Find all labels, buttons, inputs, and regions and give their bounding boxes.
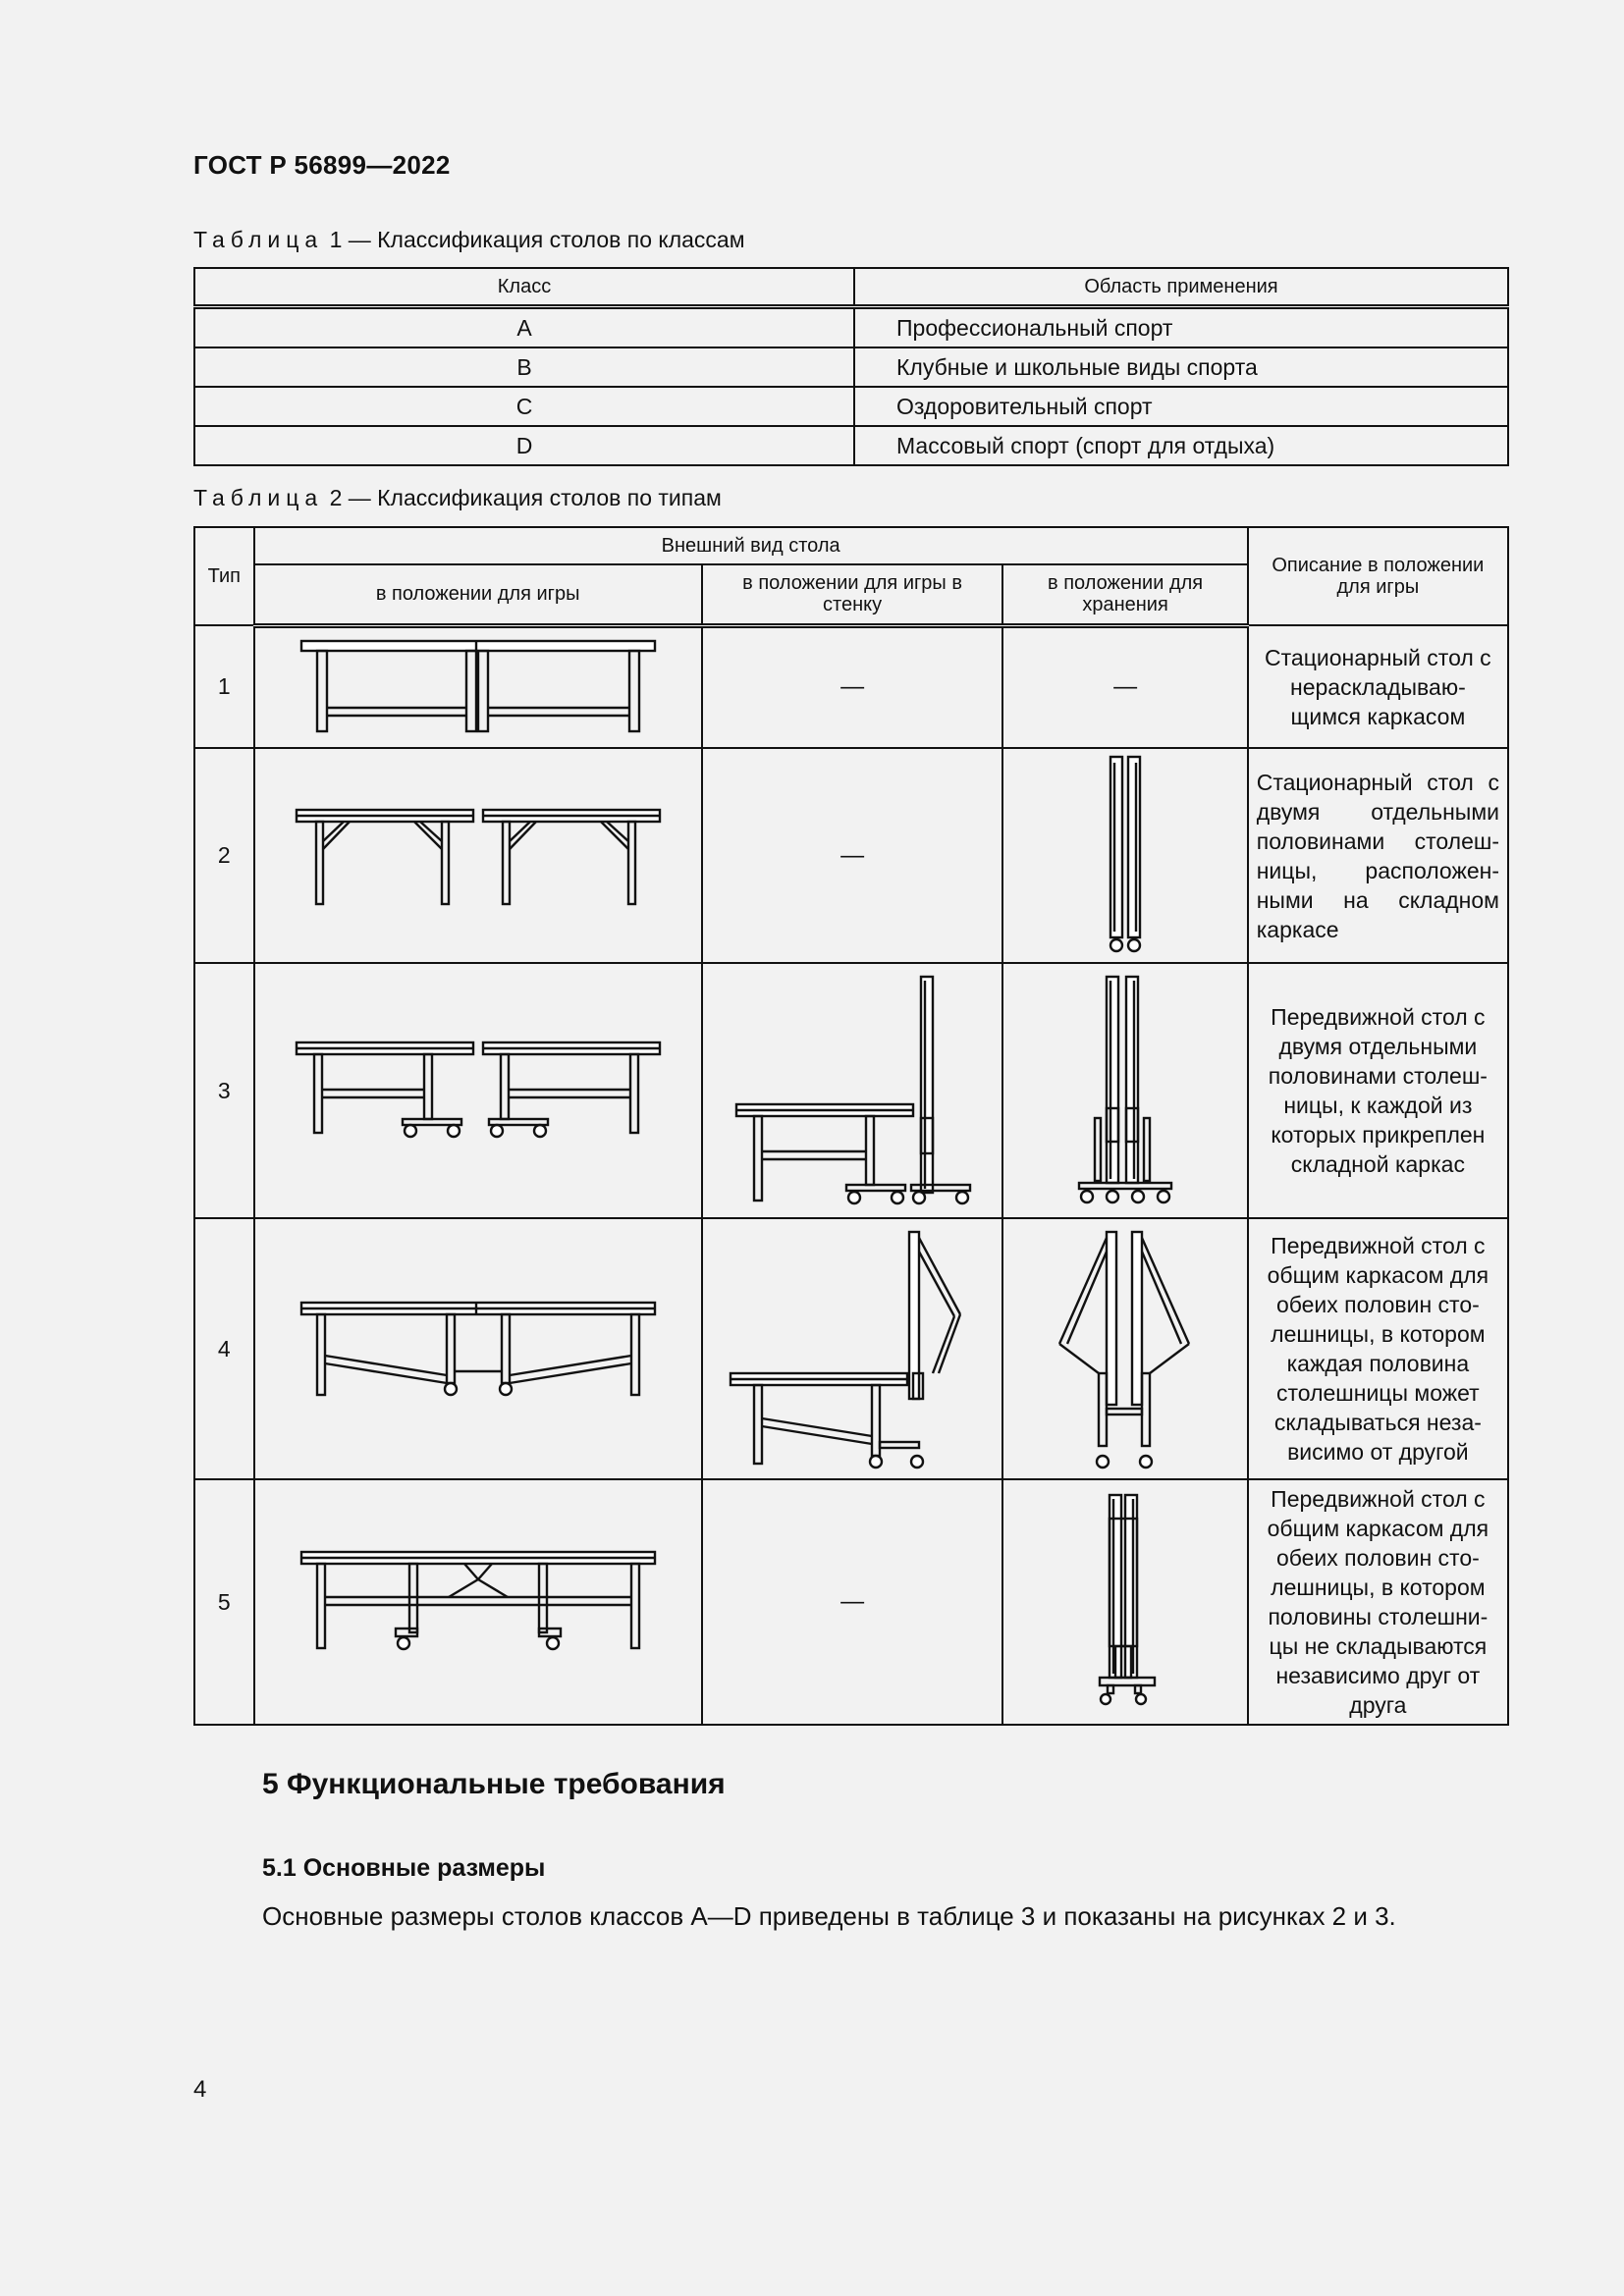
- column-header-area: Область применения: [854, 268, 1508, 307]
- table-type4-storage-icon: [1042, 1226, 1209, 1471]
- type5-play-figure: [254, 1479, 702, 1725]
- column-header-play: в положении для игры: [254, 564, 702, 625]
- table-type1-play-icon: [292, 633, 665, 741]
- table1-caption: [193, 227, 745, 253]
- table-row: [194, 387, 1508, 426]
- body-paragraph: Основные размеры столов классов A—D приведены в таблице 3 и показаны на рисунках 2 и 3.: [262, 1901, 1396, 1931]
- class-cell: D: [194, 426, 854, 465]
- type-description: Передвижной стол с двумя отдельными половинами столеш-ницы, к каждой из которых прикреплен складной каркас: [1248, 963, 1508, 1218]
- area-cell: Массовый спорт (спорт для отдыха): [854, 426, 1508, 465]
- type3-play-figure: [254, 963, 702, 1218]
- table-row: [194, 748, 1508, 963]
- document-code: ГОСТ Р 56899—2022: [193, 150, 451, 180]
- type-number: 2: [194, 748, 254, 963]
- type2-play-figure: [254, 748, 702, 963]
- table-row: [194, 426, 1508, 465]
- table2-caption-prefix: Таблица: [193, 485, 324, 510]
- page-number: 4: [193, 2076, 207, 2103]
- type1-play-figure: [254, 625, 702, 748]
- type-description: Передвижной стол с общим каркасом для обеих половин сто-лешницы, в котором половины столешни-цы не складываются независимо друг от друга: [1248, 1479, 1508, 1725]
- table-type2-play-icon: [287, 802, 670, 910]
- class-cell: B: [194, 347, 854, 387]
- column-header-storage: в положении для хранения: [1002, 564, 1247, 625]
- type-description: Стационарный стол с двумя отдельными половинами столеш-ницы, расположен-ными на складном каркасе: [1248, 748, 1508, 963]
- empty-cell-dash: —: [1002, 625, 1247, 748]
- table-type2-storage-icon: [1091, 753, 1160, 959]
- section-heading: 5 Функциональные требования: [262, 1768, 726, 1800]
- type3-storage-figure: [1002, 963, 1247, 1218]
- empty-cell-dash: —: [702, 748, 1003, 963]
- class-cell: A: [194, 307, 854, 348]
- table-row: [194, 347, 1508, 387]
- class-cell: C: [194, 387, 854, 426]
- type4-play-figure: [254, 1218, 702, 1479]
- type-description: Стационарный стол с нераскладываю-щимся каркасом: [1248, 625, 1508, 748]
- type-number: 3: [194, 963, 254, 1218]
- type5-storage-figure: [1002, 1479, 1247, 1725]
- subsection-heading: 5.1 Основные размеры: [262, 1854, 546, 1882]
- table-type5-storage-icon: [1086, 1489, 1164, 1715]
- area-cell: Профессиональный спорт: [854, 307, 1508, 348]
- empty-cell-dash: —: [702, 1479, 1003, 1725]
- type4-wall-figure: [702, 1218, 1003, 1479]
- column-header-wall: в положении для игры в стенку: [702, 564, 1003, 625]
- table-type4-wall-icon: [715, 1226, 990, 1471]
- table-type4-play-icon: [292, 1295, 665, 1403]
- type4-storage-figure: [1002, 1218, 1247, 1479]
- column-header-appearance: Внешний вид стола: [254, 527, 1248, 564]
- empty-cell-dash: —: [702, 625, 1003, 748]
- type-number: 5: [194, 1479, 254, 1725]
- table-type3-play-icon: [287, 1037, 670, 1145]
- table-row: [194, 1218, 1508, 1479]
- type3-wall-figure: [702, 963, 1003, 1218]
- column-header-class: Класс: [194, 268, 854, 307]
- table-row: [194, 625, 1508, 748]
- table2-caption: [193, 485, 722, 511]
- table2-caption-text: — Классификация столов по типам: [348, 485, 722, 510]
- type-number: 4: [194, 1218, 254, 1479]
- class-table: [193, 267, 1509, 466]
- area-cell: Оздоровительный спорт: [854, 387, 1508, 426]
- area-cell: Клубные и школьные виды спорта: [854, 347, 1508, 387]
- table-type3-storage-icon: [1071, 971, 1179, 1211]
- type-number: 1: [194, 625, 254, 748]
- table-row: [194, 307, 1508, 348]
- type-description: Передвижной стол с общим каркасом для обеих половин сто-лешницы, в котором каждая половина столешницы может складываться неза-висимо от другой: [1248, 1218, 1508, 1479]
- table1-caption-prefix: Таблица: [193, 227, 324, 252]
- table-row: [194, 963, 1508, 1218]
- table2-caption-number: 2: [329, 485, 343, 510]
- type-table: [193, 526, 1509, 1726]
- table-type5-play-icon: [292, 1546, 665, 1659]
- table1-caption-text: — Классификация столов по классам: [348, 227, 745, 252]
- column-header-type: Тип: [194, 527, 254, 625]
- table1-caption-number: 1: [329, 227, 343, 252]
- table-type3-wall-icon: [715, 971, 990, 1211]
- column-header-description: Описание в положении для игры: [1248, 527, 1508, 625]
- table-row: [194, 1479, 1508, 1725]
- type2-storage-figure: [1002, 748, 1247, 963]
